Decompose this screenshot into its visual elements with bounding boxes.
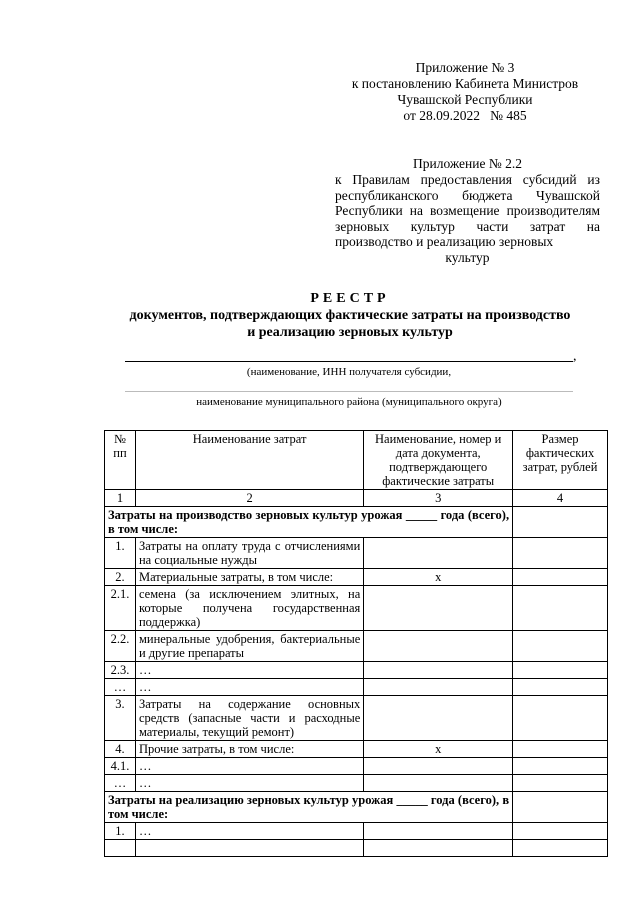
row-number: 2.2. — [105, 631, 136, 662]
col-num-3: 3 — [364, 490, 513, 507]
row-amount — [513, 758, 608, 775]
row-document: х — [364, 741, 513, 758]
production-rows — [105, 538, 608, 792]
row-document — [364, 662, 513, 679]
appendix-3-line3: Чувашской Республики — [397, 92, 533, 107]
section-production-title: Затраты на производство зерновых культур урожая _____ года (всего), в том числе: — [105, 507, 513, 538]
row-amount — [513, 569, 608, 586]
row-amount — [513, 631, 608, 662]
table-row — [105, 696, 608, 741]
row-amount — [513, 823, 608, 840]
section-production-sum — [513, 507, 608, 538]
row-number: 2.1. — [105, 586, 136, 631]
col-num-1: 1 — [105, 490, 136, 507]
appendix-2-2-last: культур — [445, 249, 490, 265]
row-number: … — [105, 679, 136, 696]
row-cost-name: Материальные затраты, в том числе: — [135, 569, 363, 586]
section-sales-title: Затраты на реализацию зерновых культур урожая _____ года (всего), в том числе: — [105, 792, 513, 823]
row-number: 1. — [105, 823, 136, 840]
col-num-2: 2 — [135, 490, 363, 507]
row-amount — [513, 538, 608, 569]
row-number — [105, 840, 136, 857]
row-document: х — [364, 569, 513, 586]
row-cost-name: … — [135, 679, 363, 696]
section-sales-row — [105, 792, 608, 823]
row-cost-name: … — [135, 823, 363, 840]
appendix-3-header — [330, 60, 600, 124]
table-row — [105, 586, 608, 631]
header-cost-name: Наименование затрат — [135, 431, 363, 490]
appendix-2-2-title: Приложение № 2.2 — [413, 156, 522, 171]
row-document — [364, 586, 513, 631]
row-cost-name: Затраты на содержание основных средств (запасные части и расходные материалы, текущий ремонт) — [135, 696, 363, 741]
header-number: № пп — [105, 431, 136, 490]
row-document — [364, 679, 513, 696]
table-row — [105, 741, 608, 758]
registry-heading — [110, 290, 590, 341]
row-number: 3. — [105, 696, 136, 741]
appendix-3-line2: к постановлению Кабинета Министров — [351, 76, 579, 91]
col-num-4: 4 — [513, 490, 608, 507]
row-number: … — [105, 775, 136, 792]
table-header-row — [105, 431, 608, 490]
registry-subtitle-2: и реализацию зерновых культур — [247, 325, 453, 340]
row-cost-name: семена (за исключением элитных, на которые получена государственная поддержка) — [135, 586, 363, 631]
appendix-3-date: от 28.09.2022 № 485 — [403, 108, 527, 123]
row-document — [364, 840, 513, 857]
recipient-comma: , — [573, 349, 577, 364]
row-cost-name: Затраты на оплату труда с отчислениями на социальные нужды — [135, 538, 363, 569]
row-document — [364, 758, 513, 775]
table-row — [105, 823, 608, 840]
row-amount — [513, 586, 608, 631]
registry-table — [104, 430, 608, 857]
recipient-caption: (наименование, ИНН получателя субсидии, — [246, 366, 452, 378]
row-document — [364, 823, 513, 840]
appendix-2-2-body — [335, 172, 600, 266]
row-cost-name: … — [135, 775, 363, 792]
row-document — [364, 696, 513, 741]
recipient-blank-line — [125, 360, 573, 362]
row-cost-name — [135, 840, 363, 857]
row-amount — [513, 741, 608, 758]
row-amount — [513, 679, 608, 696]
row-amount — [513, 696, 608, 741]
row-cost-name: минеральные удобрения, бактериальные и другие препараты — [135, 631, 363, 662]
appendix-3-title: Приложение № 3 — [415, 60, 515, 75]
header-document: Наименование, номер и дата документа, подтверждающего фактические затраты — [364, 431, 513, 490]
registry-word: РЕЕСТР — [310, 291, 390, 306]
section-production-row — [105, 507, 608, 538]
row-document — [364, 631, 513, 662]
table-row — [105, 538, 608, 569]
header-amount: Размер фактических затрат, рублей — [513, 431, 608, 490]
table-row — [105, 662, 608, 679]
row-document — [364, 775, 513, 792]
row-amount — [513, 662, 608, 679]
row-document — [364, 538, 513, 569]
row-number: 1. — [105, 538, 136, 569]
row-cost-name: … — [135, 662, 363, 679]
section-sales-sum — [513, 792, 608, 823]
row-number: 2.3. — [105, 662, 136, 679]
region-blank-line — [125, 390, 573, 392]
row-number: 2. — [105, 569, 136, 586]
row-cost-name: … — [135, 758, 363, 775]
table-row — [105, 775, 608, 792]
table-row — [105, 840, 608, 857]
appendix-2-2-text: к Правилам предоставления субсидий из республиканского бюджета Чувашской Республики на возмещение производителям зерновых культур части затрат на производство и реализацию зерновых — [335, 172, 600, 250]
table-row — [105, 758, 608, 775]
column-number-row — [105, 490, 608, 507]
row-amount — [513, 840, 608, 857]
table-row — [105, 679, 608, 696]
table-row — [105, 631, 608, 662]
row-number: 4.1. — [105, 758, 136, 775]
sales-rows — [105, 823, 608, 857]
row-amount — [513, 775, 608, 792]
row-cost-name: Прочие затраты, в том числе: — [135, 741, 363, 758]
table-row — [105, 569, 608, 586]
region-caption: наименование муниципального района (муниципального округа) — [196, 396, 502, 408]
registry-subtitle-1: документов, подтверждающих фактические затраты на производство — [129, 308, 571, 323]
row-number: 4. — [105, 741, 136, 758]
